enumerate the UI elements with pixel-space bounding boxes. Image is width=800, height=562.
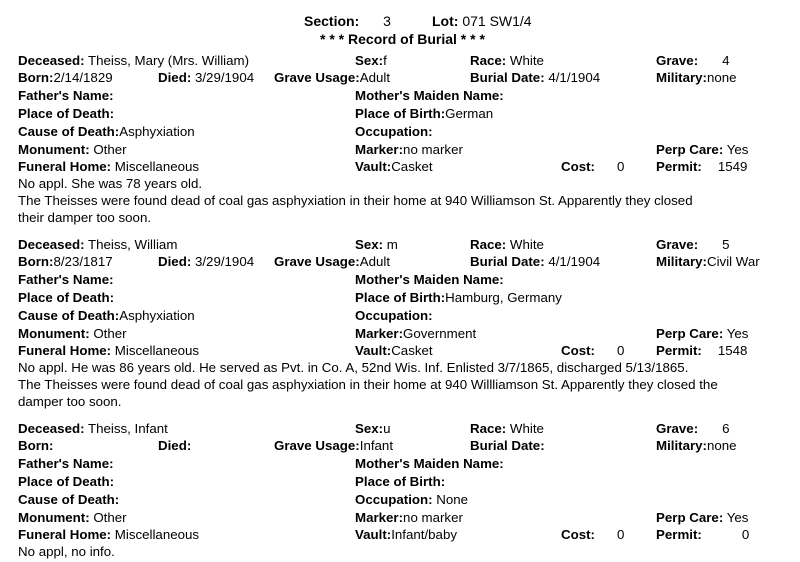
died-value: 3/29/1904 [194,70,255,85]
funeral-home-value: Miscellaneous [114,159,200,174]
vault-value: Casket [391,159,433,174]
monument-value: Other [93,142,127,157]
lot-label: Lot: [432,13,459,29]
military-value: Civil War [706,254,760,269]
monument-value: Other [93,510,127,525]
deceased-value: Theiss, Mary (Mrs. William) [88,53,250,68]
record-note: damper too soon. [18,394,122,409]
permit-value: 1549 [717,159,748,174]
record-note: No appl, no info. [18,544,115,559]
section-field [304,13,391,29]
lot-value: 071 SW1/4 [462,13,532,29]
permit-value: 0 [741,527,750,542]
marker-value: Government [403,326,477,341]
military-value: none [706,70,737,85]
grave-usage-value: Adult [359,70,391,85]
born-value: 2/14/1829 [53,70,113,85]
grave-usage-value: Adult [359,254,391,269]
perp-care-value: Yes [726,142,749,157]
funeral-home-value: Miscellaneous [114,343,200,358]
sex-value: u [383,421,391,436]
record-note: The Theisses were found dead of coal gas asphyxiation in their home at 940 Willliamson St. Apparently they closed the [18,377,718,392]
vault-value: Infant/baby [391,527,457,542]
record-title: * * * Record of Burial * * * [320,31,485,47]
perp-care-value: Yes [726,326,749,341]
cause-of-death-value: Asphyxiation [119,308,195,323]
cause-of-death-value: Asphyxiation [119,124,195,139]
vault-value: Casket [391,343,433,358]
deceased-value: Theiss, William [88,237,178,252]
grave-value: 6 [722,421,730,436]
marker-value: no marker [403,142,463,157]
permit-value: 1548 [717,343,748,358]
cost-value: 0 [616,159,625,174]
occupation-value: None [436,492,469,507]
grave-usage-value: Infant [359,438,394,453]
sex-value: f [383,53,387,68]
grave-value: 5 [722,237,730,252]
cost-value: 0 [616,343,625,358]
burial-date-value: 4/1/1904 [548,70,601,85]
race-value: White [509,237,544,252]
race-value: White [509,53,544,68]
funeral-home-value: Miscellaneous [114,527,200,542]
place-of-birth-value: German [445,106,494,121]
section-label: Section: [304,13,360,29]
cost-value: 0 [616,527,625,542]
died-value: 3/29/1904 [194,254,255,269]
marker-value: no marker [403,510,463,525]
place-of-birth-value: Hamburg, Germany [445,290,562,305]
record-note: The Theisses were found dead of coal gas asphyxiation in their home at 940 Williamson St. Apparently they closed [18,193,693,208]
perp-care-value: Yes [726,510,749,525]
sex-value: m [386,237,398,252]
born-value: 8/23/1817 [53,254,113,269]
monument-value: Other [93,326,127,341]
race-value: White [509,421,544,436]
record-note: No appl. She was 78 years old. [18,176,203,191]
deceased-value: Theiss, Infant [88,421,168,436]
military-value: none [706,438,737,453]
section-value: 3 [383,13,391,29]
record-note: their damper too soon. [18,210,152,225]
record-note: No appl. He was 86 years old. He served as Pvt. in Co. A, 52nd Wis. Inf. Enlisted 3/7/1865, discharged 5/13/1865. [18,360,689,375]
lot-field [432,13,532,29]
burial-date-value: 4/1/1904 [548,254,601,269]
grave-value: 4 [722,53,730,68]
